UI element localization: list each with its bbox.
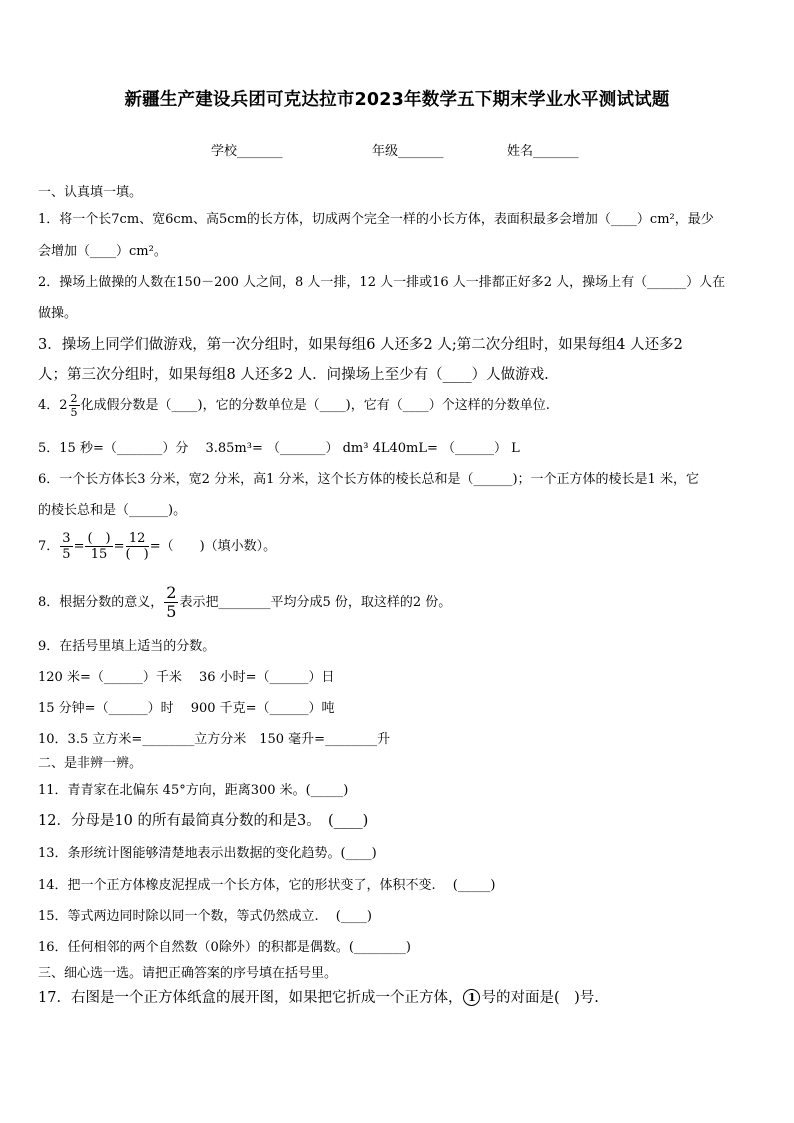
- question-9-line-1: 9．在括号里填上适当的分数。: [38, 639, 216, 654]
- question-6-line-1: 6．一个长方体长3 分米，宽2 分米，高1 分米，这个长方体的棱长总和是（______)；一个正方体的棱长是1 米，它: [38, 472, 699, 487]
- question-10: 10．3.5 立方米=________立方分米 150 毫升=________升: [38, 732, 391, 747]
- question-13: 13．条形统计图能够清楚地表示出数据的变化趋势。(____): [38, 846, 377, 861]
- section-1-heading: 一、认真填一填。: [38, 185, 143, 200]
- question-7-fraction-2-denominator: 15: [90, 547, 108, 562]
- question-17-suffix: 号的对面是( )号.: [481, 990, 599, 1006]
- question-1-line-2: 会增加（____）cm²。: [38, 244, 167, 259]
- question-12: 12．分母是10 的所有最简真分数的和是3。 (____): [38, 813, 369, 829]
- question-8-fraction-denominator: 5: [166, 602, 177, 621]
- question-3-line-2: 人；第三次分组时，如果每组8 人还多2 人．问操场上至少有（____）人做游戏.: [38, 367, 549, 383]
- question-2-line-2: 做操。: [38, 306, 78, 321]
- question-2-line-1: 2．操场上做操的人数在150－200 人之间，8 人一排，12 人一排或16 人一排都正好多2 人，操场上有（______）人在: [38, 275, 726, 290]
- grade-field: 年级_______: [372, 144, 444, 159]
- question-14: 14．把一个正方体橡皮泥捏成一个长方体，它的形状变了，体积不变. (_____): [38, 878, 496, 893]
- question-4-prefix: 4．2: [38, 398, 68, 413]
- question-7-fraction-3-numerator: 12: [126, 532, 149, 547]
- question-6-line-2: 的棱长总和是（______)。: [38, 503, 187, 518]
- question-7-equals-1: =: [73, 539, 85, 554]
- question-4: [38, 393, 550, 418]
- section-3-heading: 三、细心选一选。请把正确答案的序号填在括号里。: [38, 966, 338, 981]
- question-15: 15．等式两边同时除以同一个数，等式仍然成立. (____): [38, 909, 372, 924]
- circled-number-mark: 1: [463, 989, 480, 1006]
- question-7-fraction-3: [126, 532, 149, 561]
- question-7-fraction-1-denominator: 5: [62, 547, 71, 562]
- question-7-suffix: =（ )（填小数）。: [149, 539, 277, 554]
- question-17-prefix: 17．右图是一个正方体纸盒的展开图，如果把它折成一个正方体，: [38, 990, 463, 1006]
- question-7-fraction-2-numerator: ( ): [87, 531, 111, 546]
- question-7-fraction-2: [85, 532, 112, 561]
- question-1-line-1: 1．将一个长7cm、宽6cm、高5cm的长方体，切成两个完全一样的小长方体，表面积最多会增加（____）cm²，最少: [38, 212, 714, 227]
- question-5: 5．15 秒=（_______）分 3.85m³= （_______） dm³ 4L40mL= （______） L: [38, 441, 520, 456]
- question-7: [38, 532, 276, 561]
- question-4-fraction-numerator: 2: [70, 392, 78, 405]
- question-9-line-2: 120 米=（______）千米 36 小时=（______）日: [38, 670, 335, 685]
- question-7-equals-2: =: [113, 539, 125, 554]
- school-field: 学校_______: [211, 144, 283, 159]
- section-2-heading: 二、是非辨一辨。: [38, 756, 143, 771]
- question-8: [38, 585, 451, 620]
- question-7-prefix: 7．: [38, 539, 60, 554]
- question-16: 16．任何相邻的两个自然数（0除外）的积都是偶数。(________): [38, 940, 411, 955]
- question-4-suffix: 化成假分数是（____)，它的分数单位是（____)，它有（____）个这样的分数单位.: [80, 398, 550, 413]
- question-3-line-1: 3．操场上同学们做游戏，第一次分组时，如果每组6 人还多2 人;第二次分组时，如果每组4 人还多2: [38, 337, 683, 353]
- page-title: 新疆生产建设兵团可克达拉市2023年数学五下期末学业水平测试试题: [124, 90, 670, 110]
- question-8-prefix: 8．根据分数的意义，: [38, 595, 164, 610]
- question-8-fraction-numerator: 2: [166, 583, 177, 602]
- question-7-fraction-3-denominator: ( ): [125, 547, 149, 562]
- question-4-fraction: [69, 393, 80, 418]
- question-4-fraction-denominator: 5: [70, 406, 78, 419]
- question-17: [38, 986, 599, 1007]
- question-7-fraction-1-numerator: 3: [62, 531, 71, 546]
- question-8-fraction: [164, 585, 178, 620]
- name-field: 姓名_______: [507, 144, 579, 159]
- question-7-fraction-1: [60, 532, 72, 561]
- question-9-line-3: 15 分钟=（______）时 900 千克=（______）吨: [38, 701, 335, 716]
- question-11: 11．青青家在北偏东 45°方向，距离300 米。(_____): [38, 783, 349, 798]
- question-8-suffix: 表示把________平均分成5 份，取这样的2 份。: [179, 595, 452, 610]
